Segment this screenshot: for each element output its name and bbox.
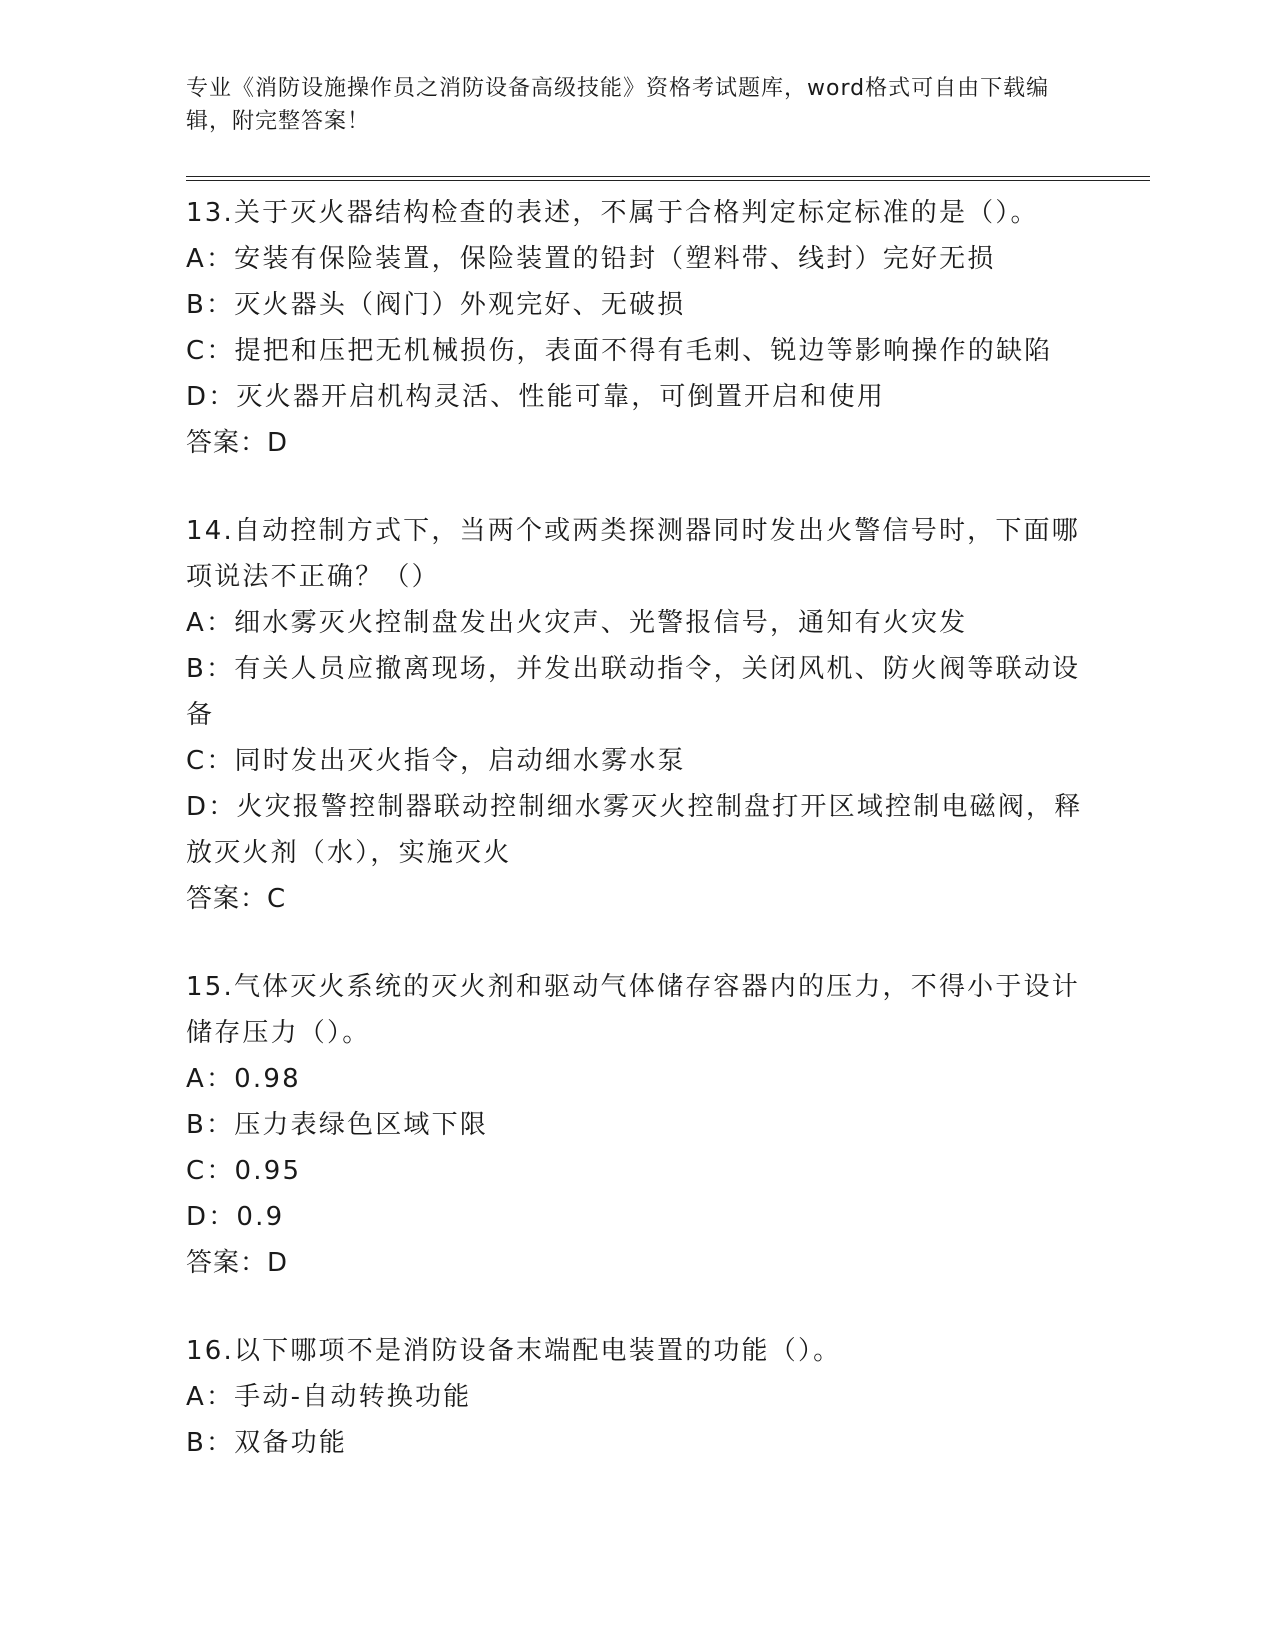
option-d: D：火灾报警控制器联动控制细水雾灭火控制盘打开区域控制电磁阀，释放灭火剂（水），实施灭火	[186, 792, 1083, 868]
question-stem: 15.气体灭火系统的灭火剂和驱动气体储存容器内的压力，不得小于设计储存压力（）。	[186, 972, 1080, 1048]
option-c: C：提把和压把无机械损伤，表面不得有毛刺、锐边等影响操作的缺陷	[186, 336, 1053, 366]
option-b: B：有关人员应撤离现场，并发出联动指令，关闭风机、防火阀等联动设备	[186, 654, 1081, 730]
option-a: A：手动-自动转换功能	[186, 1382, 472, 1412]
option-a: A：安装有保险装置，保险装置的铅封（塑料带、线封）完好无损	[186, 244, 996, 274]
question-stem: 13.关于灭火器结构检查的表述，不属于合格判定标定标准的是（）。	[186, 198, 1039, 228]
question-stem: 14.自动控制方式下，当两个或两类探测器同时发出火警信号时，下面哪项说法不正确？（）	[186, 516, 1080, 592]
question-15	[186, 964, 1086, 1286]
question-14	[186, 508, 1086, 922]
question-16	[186, 1328, 1086, 1466]
option-c: C：0.95	[186, 1156, 302, 1186]
question-list	[186, 190, 1086, 1508]
option-a: A：细水雾灭火控制盘发出火灾声、光警报信号，通知有火灾发	[186, 608, 968, 638]
option-d: D：灭火器开启机构灵活、性能可靠，可倒置开启和使用	[186, 382, 886, 412]
option-b: B：压力表绿色区域下限	[186, 1110, 489, 1140]
option-c: C：同时发出灭火指令，启动细水雾水泵	[186, 746, 686, 776]
option-d: D：0.9	[186, 1202, 285, 1232]
answer: 答案：C	[186, 884, 287, 914]
answer: 答案：D	[186, 428, 289, 458]
answer: 答案：D	[186, 1248, 289, 1278]
option-b: B：双备功能	[186, 1428, 348, 1458]
question-stem: 16.以下哪项不是消防设备末端配电装置的功能（）。	[186, 1336, 842, 1366]
document-header: 专业《消防设施操作员之消防设备高级技能》资格考试题库，word格式可自由下载编辑，附完整答案！	[186, 76, 1050, 134]
header-divider	[186, 176, 1150, 181]
option-a: A：0.98	[186, 1064, 301, 1094]
option-b: B：灭火器头（阀门）外观完好、无破损	[186, 290, 686, 320]
question-13	[186, 190, 1086, 466]
